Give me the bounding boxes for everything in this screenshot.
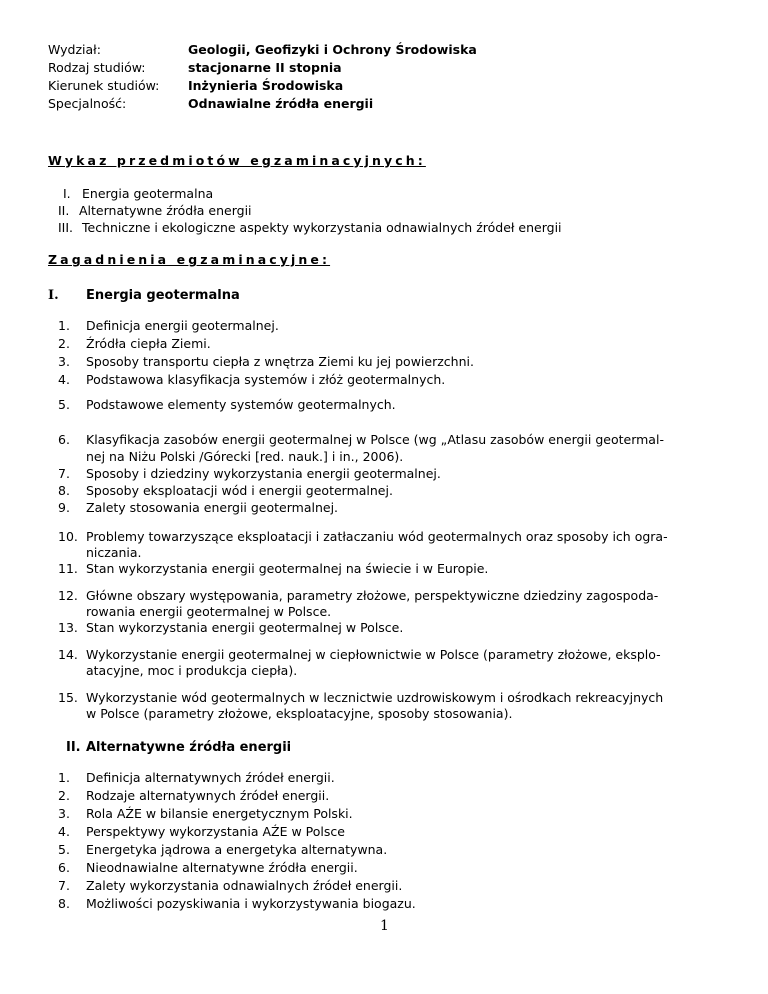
wykaz-item: Alternatywne źródła energii	[79, 203, 252, 218]
meta-value-wydzial: Geologii, Geofizyki i Ochrony Środowiska	[188, 42, 477, 57]
list-item-number: 5.	[58, 842, 70, 857]
list-item-continuation: atacyjne, moc i produkcja ciepła).	[86, 663, 298, 678]
list-item: Problemy towarzyszące eksploatacji i zatłaczaniu wód geotermalnych oraz sposoby ich ogra-	[86, 529, 668, 544]
wykaz-heading: Wykaz przedmiotów egzaminacyjnych:	[48, 153, 426, 168]
list-item: Nieodnawialne alternatywne źródła energii.	[86, 860, 358, 875]
list-item: Podstawowe elementy systemów geotermalnych.	[86, 397, 396, 412]
list-item: Wykorzystanie wód geotermalnych w lecznictwie uzdrowiskowym i ośrodkach rekreacyjnych	[86, 690, 664, 705]
list-item-number: 8.	[58, 896, 70, 911]
meta-label-wydzial: Wydział:	[48, 42, 101, 57]
list-item: Rola AŹE w bilansie energetycznym Polski.	[86, 806, 353, 821]
list-item-number: 1.	[58, 770, 70, 785]
list-item-number: 6.	[58, 860, 70, 875]
meta-label-specjalnosc: Specjalność:	[48, 96, 127, 111]
list-item: Definicja energii geotermalnej.	[86, 318, 279, 333]
list-item-number: 10.	[58, 529, 78, 544]
section-2-number: II.	[66, 740, 81, 755]
list-item: Stan wykorzystania energii geotermalnej na świecie i w Europie.	[86, 561, 489, 576]
list-item: Sposoby eksploatacji wód i energii geotermalnej.	[86, 483, 393, 498]
meta-value-kierunek: Inżynieria Środowiska	[188, 78, 344, 93]
list-item: Możliwości pozyskiwania i wykorzystywania biogazu.	[86, 896, 416, 911]
list-item: Perspektywy wykorzystania AŹE w Polsce	[86, 824, 345, 839]
section-1-title: Energia geotermalna	[86, 288, 240, 303]
list-item: Zalety stosowania energii geotermalnej.	[86, 500, 339, 515]
wykaz-num: III.	[58, 220, 74, 235]
list-item-number: 15.	[58, 690, 78, 705]
list-item-continuation: niczania.	[86, 545, 142, 560]
list-item-number: 7.	[58, 466, 70, 481]
list-item-continuation: rowania energii geotermalnej w Polsce.	[86, 604, 332, 619]
zagadnienia-heading: Zagadnienia egzaminacyjne:	[48, 252, 331, 267]
page-number: 1	[380, 918, 389, 934]
meta-value-rodzaj: stacjonarne II stopnia	[188, 60, 342, 75]
list-item-continuation: nej na Niżu Polski /Górecki [red. nauk.] i in., 2006).	[86, 449, 404, 464]
list-item-number: 13.	[58, 620, 78, 635]
list-item-number: 4.	[58, 372, 70, 387]
list-item-number: 1.	[58, 318, 70, 333]
list-item-number: 12.	[58, 588, 78, 603]
list-item-number: 5.	[58, 397, 70, 412]
list-item: Wykorzystanie energii geotermalnej w ciepłownictwie w Polsce (parametry złożowe, eksplo-	[86, 647, 661, 662]
list-item: Podstawowa klasyfikacja systemów i złóż geotermalnych.	[86, 372, 446, 387]
wykaz-num: II.	[58, 203, 70, 218]
list-item-number: 8.	[58, 483, 70, 498]
list-item-number: 11.	[58, 561, 78, 576]
meta-label-rodzaj: Rodzaj studiów:	[48, 60, 146, 75]
list-item-number: 3.	[58, 354, 70, 369]
list-item: Rodzaje alternatywnych źródeł energii.	[86, 788, 330, 803]
list-item: Definicja alternatywnych źródeł energii.	[86, 770, 335, 785]
meta-label-kierunek: Kierunek studiów:	[48, 78, 160, 93]
list-item-number: 14.	[58, 647, 78, 662]
wykaz-item: Techniczne i ekologiczne aspekty wykorzystania odnawialnych źródeł energii	[82, 220, 562, 235]
section-1-number: I.	[48, 288, 59, 303]
list-item-number: 2.	[58, 336, 70, 351]
list-item-number: 2.	[58, 788, 70, 803]
list-item: Energetyka jądrowa a energetyka alternatywna.	[86, 842, 388, 857]
list-item: Sposoby transportu ciepła z wnętrza Ziemi ku jej powierzchni.	[86, 354, 474, 369]
wykaz-num: I.	[63, 186, 71, 201]
wykaz-item: Energia geotermalna	[82, 186, 214, 201]
list-item-number: 6.	[58, 432, 70, 447]
list-item-number: 3.	[58, 806, 70, 821]
list-item-number: 4.	[58, 824, 70, 839]
list-item: Klasyfikacja zasobów energii geotermalnej w Polsce (wg „Atlasu zasobów energii geotermal-	[86, 432, 664, 447]
list-item-continuation: w Polsce (parametry złożowe, eksploatacyjne, sposoby stosowania).	[86, 706, 513, 721]
section-2-title: Alternatywne źródła energii	[86, 740, 292, 755]
list-item-number: 7.	[58, 878, 70, 893]
list-item: Stan wykorzystania energii geotermalnej w Polsce.	[86, 620, 404, 635]
list-item: Sposoby i dziedziny wykorzystania energii geotermalnej.	[86, 466, 441, 481]
list-item: Główne obszary występowania, parametry złożowe, perspektywiczne dziedziny zagospoda-	[86, 588, 659, 603]
list-item: Zalety wykorzystania odnawialnych źródeł energii.	[86, 878, 403, 893]
meta-value-specjalnosc: Odnawialne źródła energii	[188, 96, 374, 111]
list-item-number: 9.	[58, 500, 70, 515]
list-item: Źródła ciepła Ziemi.	[86, 336, 211, 351]
